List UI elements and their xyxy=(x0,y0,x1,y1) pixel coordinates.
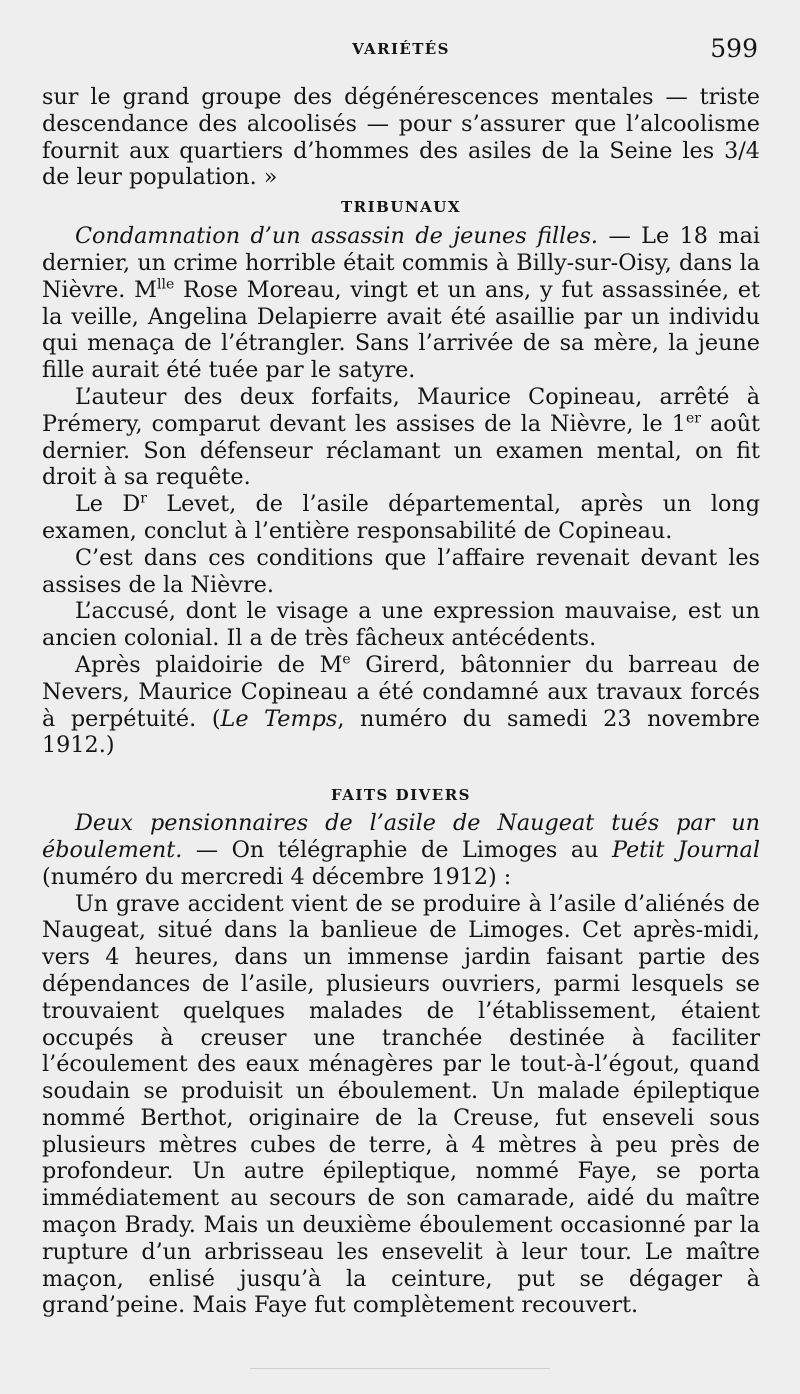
text-span: — On télégraphie de Limoges au xyxy=(182,836,613,863)
section-title-faits-divers: FAITS DIVERS xyxy=(330,786,472,805)
citation-source: Petit Journal xyxy=(612,836,760,863)
text-span: , numéro du samedi 23 novembre 1912.) xyxy=(42,705,760,759)
text-span: Girerd, bâtonnier du barreau de Nevers, Maurice Copineau a été condamné aux travaux forcés à perpétuité. ( xyxy=(42,651,760,732)
page-header xyxy=(42,34,760,84)
text-span: Levet, de l’asile départemental, après un long examen, conclut à l’entière responsabilité de Copineau. xyxy=(42,491,761,544)
tribunaux-paragraph-1 xyxy=(42,223,760,384)
faits-divers-paragraph-1 xyxy=(42,810,760,890)
text-span: (numéro du mercredi 4 décembre 1912) : xyxy=(42,863,512,890)
tribunaux-paragraph-2 xyxy=(42,384,760,491)
intro-paragraph: sur le grand groupe des dégénérescences mentales — triste descendance des alcoolisés — pour s’assurer que l’alcoolisme fournit aux quartiers d’hommes des asiles de la Seine les 3/4 de leur population. » xyxy=(42,84,760,191)
bottom-rule xyxy=(250,1368,550,1369)
section-title-tribunaux: TRIBUNAUX xyxy=(341,198,461,217)
superscript: e xyxy=(342,651,351,668)
text-span: L’auteur des deux forfaits, Maurice Copineau, arrêté à Prémery, comparut devant les assises de la Nièvre, le 1 xyxy=(42,383,760,437)
tribunaux-paragraph-3 xyxy=(42,491,760,545)
text-span: août dernier. Son défenseur réclamant un examen mental, on fit droit à sa requête. xyxy=(42,410,761,491)
citation-source: Le Temps xyxy=(220,705,338,732)
tribunaux-paragraph-6 xyxy=(42,652,760,759)
superscript: lle xyxy=(157,276,175,293)
article-title-condamnation: Condamnation d’un assassin de jeunes filles. xyxy=(75,223,598,250)
faits-divers-paragraph-2: Un grave accident vient de se produire à l’asile d’aliénés de Naugeat, situé dans la banlieue de Limoges. Cet après-midi, vers 4 heures, dans un immense jardin faisant partie des dépendances de l’asile, plusieurs ouvriers, parmi lesquels se trouvaient quelques malades de l’établissement, étaient occupés à creuser une tranchée destinée à faciliter l’écoulement des eaux ménagères par le tout-à-l’égout, quand soudain se produisit un éboulement. Un malade épileptique nommé Berthot, originaire de la Creuse, fut enseveli sous plusieurs mètres cubes de terre, à 4 mètres à peu près de profondeur. Un autre épileptique, nommé Faye, se porta immédiatement au secours de son camarade, aidé du maître maçon Brady. Mais un deuxième éboulement occasionné par la rupture d’un arbrisseau les ensevelit à leur tour. Le maître maçon, enlisé jusqu’à la ceinture, put se dégager à grand’peine. Mais Faye fut complètement recouvert. xyxy=(42,890,760,1319)
text-span: Le D xyxy=(75,491,141,518)
text-span: Rose Moreau, vingt et un ans, y fut assassinée, et la veille, Angelina Delapierre avait été asaillie par un individu qui menaça de l’étrangler. Sans l’arrivée de sa mère, la jeune fille aurait été tuée par le satyre. xyxy=(42,276,760,384)
superscript: r xyxy=(140,490,147,507)
text-span: — Le 18 mai dernier, un crime horrible était commis à Billy-sur-Oisy, dans la Nièvre. M xyxy=(42,223,760,303)
superscript: er xyxy=(685,410,701,427)
page-number: 599 xyxy=(710,34,758,63)
tribunaux-paragraph-4: C’est dans ces conditions que l’affaire revenait devant les assises de la Nièvre. xyxy=(42,544,760,598)
article-title-naugeat: Deux pensionnaires de l’asile de Naugeat tués par un éboulement. xyxy=(42,810,760,863)
tribunaux-paragraph-5: L’accusé, dont le visage a une expression mauvaise, est un ancien colonial. Il a de très fâcheux antécédents. xyxy=(42,598,760,652)
running-title: VARIÉTÉS xyxy=(352,40,450,58)
text-span: Après plaidoirie de M xyxy=(75,651,343,678)
